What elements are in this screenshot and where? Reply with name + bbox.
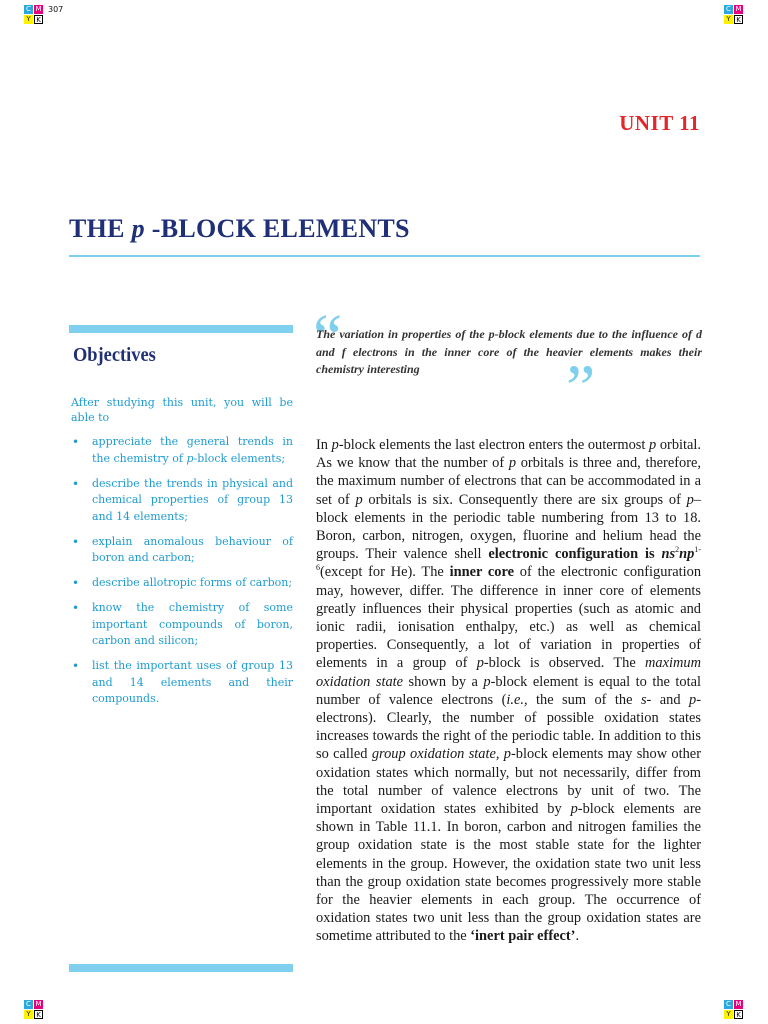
objectives-heading: Objectives [73, 344, 156, 366]
cmyk-registration-mark: C M Y K [724, 1000, 744, 1020]
objectives-top-bar [69, 325, 293, 333]
page-number: 307 [48, 5, 64, 14]
quote-close-mark: ” [566, 352, 596, 425]
bullet-icon: • [72, 659, 80, 673]
objectives-intro: After studying this unit, you will be able to [71, 396, 293, 424]
cmyk-registration-mark: C M Y K [24, 1000, 44, 1020]
intro-quote: The variation in properties of the p-block elements due to the influence of d and f electrons in the inner core of the heavier elements makes their chemistry interesting [316, 327, 702, 376]
bullet-icon: • [72, 476, 80, 491]
objective-item: • list the important uses of group 13 and 14 elements and their compounds. [72, 659, 293, 705]
objectives-list [71, 434, 293, 716]
bullet-icon: • [72, 576, 80, 590]
cmyk-registration-mark: C M Y K [724, 5, 744, 25]
body-paragraph: In p-block elements the last electron enters the outermost p orbital. As we know that the number of p orbitals is three and, therefore, the maximum number of electrons that can be accommodated in a set of p orbitals is six. Consequently there are six groups of p–block elements in the periodic table numbering from 13 to 18. Boron, carbon, nitrogen, oxygen, fluorine and helium head the groups. Their valence shell electronic configuration is $ns^2np^{1-6}(except$ for He). The inner core of the electronic configuration may, however, differ. The difference in inner core of elements greatly influences their physical properties (such as atomic and ionic radii, ionisation enthalpy, etc.) as well as chemical properties. Consequently, a lot of variation in properties of elements in a group of p-block is observed. The maximum oxidation state shown by a p-block element is equal to the total number of valence electrons (i.e., the sum of the s- and p-electrons). Clearly, the number of possible oxidation states increases towards the right of the periodic table. In addition to this so called group oxidation state, p-block elements may show other oxidation states which normally, but not necessarily, differ from the total number of valence electrons by unit of two. The important oxidation states exhibited by p-block elements are shown in Table 11.1. In boron, carbon and nitrogen families the group oxidation state is the most stable state for the lighter elements in the group. However, the oxidation state two unit less than the group oxidation state becomes progressively more stable for the heavier elements in each group. The occurrence of oxidation states two unit less than the group oxidation states are sometime attributed to the ‘inert pair effect’. [316, 437, 702, 945]
bullet-icon: • [72, 435, 80, 449]
unit-label: UNIT 11 [619, 111, 700, 135]
chapter-title-prefix: THE [69, 214, 125, 243]
objective-item: • describe the trends in physical and chemical properties of group 13 and 14 elements; [72, 476, 293, 523]
objective-item: • explain anomalous behaviour of boron and carbon; [72, 534, 293, 564]
bullet-icon: • [72, 601, 80, 615]
objective-item: • know the chemistry of some important compounds of boron, carbon and silicon; [72, 601, 293, 647]
cmyk-registration-mark: C M Y K [24, 5, 44, 25]
chapter-title [69, 214, 410, 244]
title-rule [69, 255, 700, 257]
objective-item: • describe allotropic forms of carbon; [72, 576, 293, 590]
bullet-icon: • [72, 534, 80, 549]
quote-open-mark: “ [313, 301, 343, 374]
objectives-bottom-bar [69, 964, 293, 972]
objective-item: • appreciate the general trends in the chemistry of p-block elements; [72, 435, 293, 465]
chapter-title-p: p [131, 214, 145, 243]
chapter-title-suffix: -BLOCK ELEMENTS [151, 214, 410, 243]
